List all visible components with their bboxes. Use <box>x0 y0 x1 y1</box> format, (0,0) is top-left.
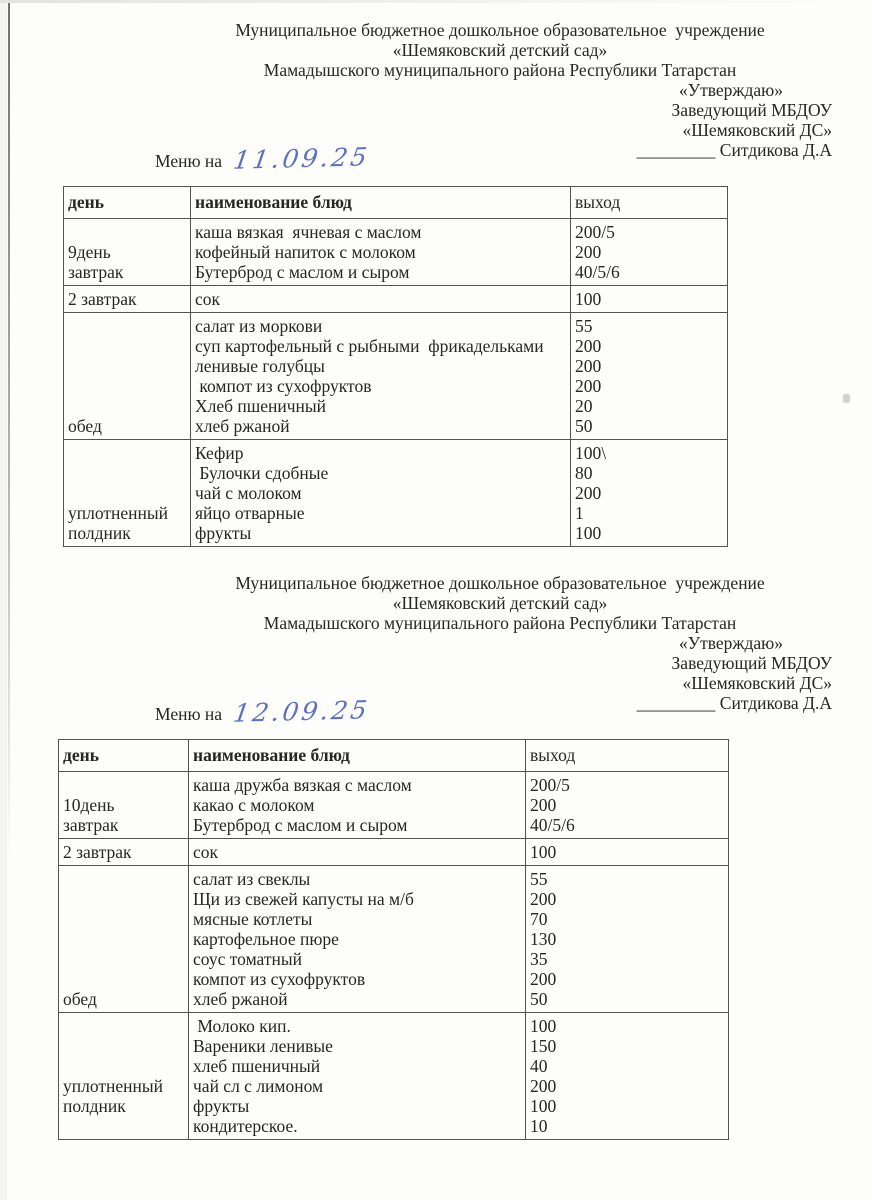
table-row-second-breakfast <box>59 839 729 866</box>
dish-name: кофейный напиток с молоком <box>195 242 416 262</box>
day-label-line: полдник <box>63 1096 126 1116</box>
portion-value: 130 <box>530 929 557 949</box>
portion-value: 55 <box>530 869 548 889</box>
dish-name: сок <box>193 842 219 862</box>
portion-value: 55 <box>575 316 593 336</box>
portion-value: 200 <box>530 795 557 815</box>
output-cell <box>571 440 728 547</box>
portion-value: 20 <box>575 396 593 416</box>
portion-value: 40/5/6 <box>575 262 620 282</box>
portion-value: 100 <box>530 1016 557 1036</box>
table-row-lunch <box>59 866 729 1013</box>
dish-name: картофельное пюре <box>193 929 339 949</box>
dish-name: мясные котлеты <box>193 909 313 929</box>
portion-value: 200 <box>575 376 602 396</box>
dish-name: компот из сухофруктов <box>193 969 366 989</box>
table-row-snack <box>64 440 728 547</box>
menu-date-label: Меню на <box>155 151 223 171</box>
table-row-snack <box>59 1013 729 1140</box>
day-label-line: обед <box>68 416 102 436</box>
dish-name: каша дружба вязкая с маслом <box>193 775 412 795</box>
dish-name: каша вязкая ячневая с маслом <box>195 222 422 242</box>
menu-table <box>63 186 728 547</box>
dishes-cell <box>189 772 526 839</box>
output-cell <box>571 219 728 286</box>
menu-date-label: Меню на <box>155 704 223 724</box>
table-row-second-breakfast <box>64 286 728 313</box>
dish-name: Бутерброд с маслом и сыром <box>193 815 408 835</box>
day-label-line <box>63 1116 184 1136</box>
signature-line: _________ Ситдикова Д.А <box>636 693 832 713</box>
dishes-cell <box>191 286 571 313</box>
dishes-cell <box>191 313 571 440</box>
org-header-line: «Шемяковский детский сад» <box>392 593 608 613</box>
dish-name: хлеб ржаной <box>195 416 290 436</box>
output-cell <box>526 1013 729 1140</box>
day-label-line: полдник <box>68 523 131 543</box>
portion-value: 70 <box>530 909 548 929</box>
dish-name: Бутерброд с маслом и сыром <box>195 262 410 282</box>
day-label-line: уплотненный <box>68 503 169 523</box>
dish-name: яйцо отварные <box>195 503 305 523</box>
scan-edge-artifact <box>8 0 10 862</box>
meal-cell <box>59 839 189 866</box>
portion-value: 200 <box>575 242 602 262</box>
approval-position: Заведующий МБДОУ <box>671 653 832 673</box>
portion-value: 50 <box>575 416 593 436</box>
org-header-line: Мамадышского муниципального района Республики Татарстан <box>263 60 737 80</box>
portion-value: 40 <box>530 1056 548 1076</box>
dish-name: сок <box>195 289 221 309</box>
meal-cell <box>64 286 191 313</box>
portion-value: 50 <box>530 989 548 1009</box>
portion-value: 40/5/6 <box>530 815 575 835</box>
org-header-line: Муниципальное бюджетное дошкольное образовательное учреждение <box>235 573 765 593</box>
dish-name: хлеб ржаной <box>193 989 288 1009</box>
day-label-line: уплотненный <box>63 1076 164 1096</box>
column-header-day: день <box>64 187 191 219</box>
meal-cell <box>64 440 191 547</box>
meal-cell <box>59 1013 189 1140</box>
output-cell <box>526 839 729 866</box>
dish-name: Молоко кип. <box>193 1016 291 1036</box>
dishes-cell <box>191 219 571 286</box>
output-cell <box>571 286 728 313</box>
dish-name: Щи из свежей капусты на м/б <box>193 889 414 909</box>
dish-name: какао с молоком <box>193 795 315 815</box>
portion-value: 150 <box>530 1036 557 1056</box>
portion-value: 200 <box>575 356 602 376</box>
org-header-line: Мамадышского муниципального района Республики Татарстан <box>263 613 737 633</box>
column-header-output: выход <box>571 187 728 219</box>
dish-name: соус томатный <box>193 949 302 969</box>
portion-value: 35 <box>530 949 548 969</box>
portion-value: 100 <box>575 523 602 543</box>
portion-value: 200 <box>530 969 557 989</box>
dish-name: Кефир <box>195 443 244 463</box>
scan-top-artifact <box>0 0 872 3</box>
table-row-breakfast <box>59 772 729 839</box>
dish-name: Булочки сдобные <box>195 463 329 483</box>
output-cell <box>526 866 729 1013</box>
dishes-cell <box>189 866 526 1013</box>
approval-org: «Шемяковский ДС» <box>682 120 832 140</box>
meal-cell <box>64 313 191 440</box>
org-header <box>150 20 850 80</box>
day-label-line: завтрак <box>68 262 124 282</box>
dish-name: чай сл с лимоном <box>193 1076 324 1096</box>
dishes-cell <box>189 839 526 866</box>
portion-value: 200 <box>530 889 557 909</box>
column-header-dishes: наименование блюд <box>189 740 526 772</box>
column-header-dishes: наименование блюд <box>191 187 571 219</box>
org-header-line: Муниципальное бюджетное дошкольное образовательное учреждение <box>235 20 765 40</box>
menu-section-day9 <box>0 20 872 547</box>
portion-value: 80 <box>575 463 593 483</box>
signature-line: _________ Ситдикова Д.А <box>636 140 832 160</box>
org-header <box>150 573 850 633</box>
dish-name: чай с молоком <box>195 483 302 503</box>
column-header-day: день <box>59 740 189 772</box>
table-row-breakfast <box>64 219 728 286</box>
output-cell <box>571 313 728 440</box>
day-label-line: 10день <box>63 795 115 815</box>
portion-value: 100 <box>530 842 557 862</box>
portion-value: 100 <box>575 289 602 309</box>
day-label-line: 2 завтрак <box>68 289 137 309</box>
dishes-cell <box>189 1013 526 1140</box>
table-header-row <box>64 187 728 219</box>
handwritten-date: 12.09.25 <box>231 695 372 728</box>
portion-value: 10 <box>530 1116 548 1136</box>
approval-position: Заведующий МБДОУ <box>671 100 832 120</box>
dish-name: фрукты <box>193 1096 250 1116</box>
table-header-row <box>59 740 729 772</box>
dish-name: салат из моркови <box>195 316 323 336</box>
portion-value: 200 <box>575 483 602 503</box>
table-row-lunch <box>64 313 728 440</box>
portion-value: 1 <box>575 503 584 523</box>
dishes-cell <box>191 440 571 547</box>
approval-org: «Шемяковский ДС» <box>682 673 832 693</box>
meal-cell <box>64 219 191 286</box>
dish-name: суп картофельный с рыбными фрикадельками <box>195 336 544 356</box>
column-header-output: выход <box>526 740 729 772</box>
portion-value: 100 <box>530 1096 557 1116</box>
meal-cell <box>59 772 189 839</box>
scan-speck-artifact <box>843 394 850 403</box>
day-label-line: обед <box>63 989 97 1009</box>
dish-name: ленивые голубцы <box>195 356 325 376</box>
handwritten-date: 11.09.25 <box>231 142 372 175</box>
day-label-line: 9день <box>68 242 111 262</box>
portion-value: 100\ <box>575 443 607 463</box>
portion-value: 200 <box>530 1076 557 1096</box>
menu-section-day10 <box>0 573 872 1140</box>
portion-value: 200/5 <box>575 222 615 242</box>
dish-name: компот из сухофруктов <box>195 376 372 396</box>
scan-edge-strip <box>0 0 7 1200</box>
menu-table <box>58 739 729 1140</box>
meal-cell <box>59 866 189 1013</box>
dish-name: фрукты <box>195 523 252 543</box>
dish-name: кондитерское. <box>193 1116 298 1136</box>
portion-value: 200 <box>575 336 602 356</box>
org-header-line: «Шемяковский детский сад» <box>392 40 608 60</box>
dish-name: салат из свеклы <box>193 869 311 889</box>
day-label-line: завтрак <box>63 815 119 835</box>
day-label-line: 2 завтрак <box>63 842 132 862</box>
approval-title: «Утверждаю» <box>678 633 783 653</box>
output-cell <box>526 772 729 839</box>
approval-title: «Утверждаю» <box>678 80 783 100</box>
dish-name: Вареники ленивые <box>193 1036 333 1056</box>
dish-name: Хлеб пшеничный <box>195 396 327 416</box>
portion-value: 200/5 <box>530 775 570 795</box>
dish-name: хлеб пшеничный <box>193 1056 321 1076</box>
